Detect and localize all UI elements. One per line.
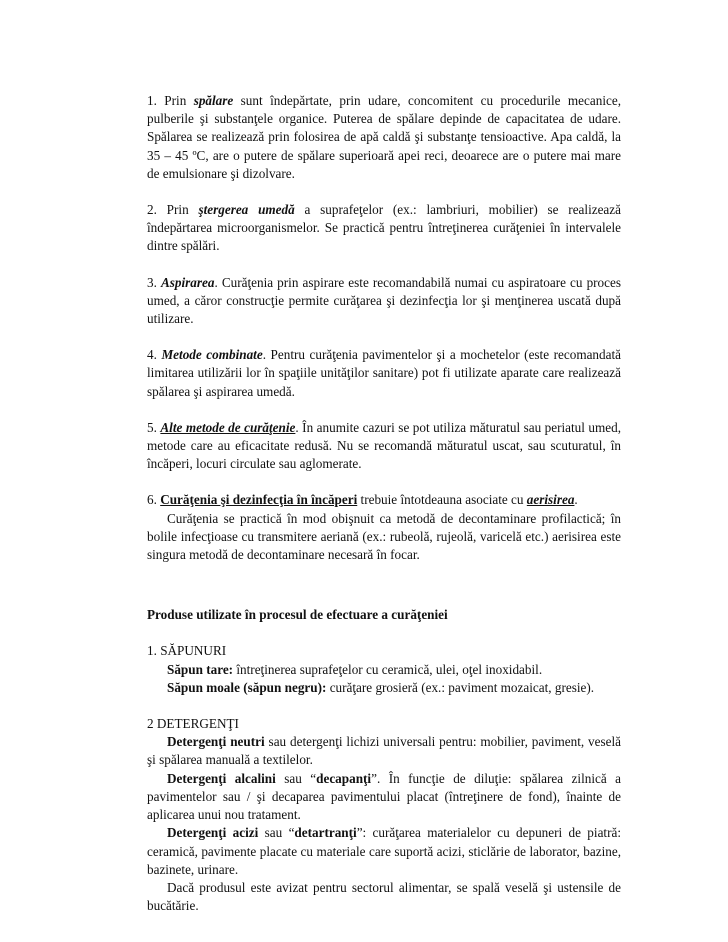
paragraph-text: . Pentru curăţenia pavimentelor şi a mochetelor (este recomandată limitarea utilizării lor în spaţiile unităţilor sanitare) pot fi utilizate aparate care realizează spălarea şi aspirarea umedă. <box>147 347 621 399</box>
sector-alimentar-note: Dacă produsul este avizat pentru sectorul alimentar, se spală veselă şi ustensile de bucătărie. <box>147 879 621 914</box>
detergenti-neutri-text: sau detergenţi lichizi universali pentru: mobilier, paviment, veselă şi spălarea manuală a textilelor. <box>147 734 621 768</box>
term-curatenie-dezinfectie: Curăţenia şi dezinfecţia în încăperi <box>160 492 358 508</box>
paragraph-text: . În anumite cazuri se pot utiliza măturatul sau periatul umed, metode care au eficacitate redusă. Nu se recomandă măturatul uscat, sau scuturatul, în încăperi, locuri circulate sau aglomerate. <box>147 419 622 472</box>
sapun-moale-label: Săpun moale (săpun negru): <box>167 679 327 695</box>
item-number: 5. <box>147 419 161 435</box>
detergenti-acizi-mid: sau “ <box>258 825 295 841</box>
term-stergere-umeda: ştergerea umedă <box>198 202 295 218</box>
term-spalare: spălare <box>193 93 234 108</box>
paragraph-spalare <box>147 92 621 183</box>
sapun-moale-item <box>147 679 621 697</box>
decapanti-label: decapanţi <box>316 770 372 786</box>
detergenti-neutri-item <box>147 733 621 769</box>
paragraph-aspirare <box>147 274 621 329</box>
detergenti-alcalini-item <box>147 770 621 825</box>
detergenti-neutri-label: Detergenţi neutri <box>167 734 265 750</box>
document-page <box>147 92 621 915</box>
products-heading: Produse utilizate în procesul de efectuare a curăţeniei <box>147 607 448 623</box>
term-alte-metode: Alte metode de curăţenie <box>160 419 296 435</box>
detergenti-acizi-label: Detergenţi acizi <box>167 825 259 841</box>
item-number: 4. <box>147 347 162 363</box>
sapun-tare-text: întreţinerea suprafeţelor cu ceramică, ulei, oţel inoxidabil. <box>233 661 543 677</box>
item-number: 1. Prin <box>147 93 194 108</box>
paragraph-text: sunt îndepărtate, prin udare, concomitent cu procedurile mecanice, pulberile şi substanţele organice. Puterea de spălare depinde de capacitatea de udare. Spălarea se realizează prin folosirea de apă caldă şi substanţe tensioactive. Apa caldă, la 35 – 45 ºC, are o putere de spălare superioară apei reci, deoarece are o putere mai mare de emulsionare şi dizolvare. <box>147 93 621 181</box>
paragraph-alte-metode <box>147 419 621 474</box>
paragraph-text: trebuie întotdeauna asociate cu <box>357 492 527 508</box>
detergenti-title: 2 DETERGENŢI <box>147 716 239 732</box>
paragraph-text: . Curăţenia prin aspirare este recomandabilă numai cu aspiratoare cu proces umed, a căror construcţie permite curăţarea şi dezinfecţia lor şi menţinerea uscată după utilizare. <box>147 274 621 327</box>
paragraph-metode-combinate <box>147 346 621 401</box>
paragraph-aerisire: Curăţenia se practică în mod obişnuit ca metodă de decontaminare profilactică; în bolile infecţioase cu transmitere aeriană (ex.: rubeolă, rujeolă, varicelă etc.) aerisirea este singura metodă de decontaminare necesară în focar. <box>147 510 621 563</box>
paragraph-text: a suprafeţelor (ex.: lambriuri, mobilier) se realizează îndepărtarea microorganismelor. Se practică pentru întreţinerea curăţeniei în intervalele dintre spălări. <box>147 202 621 254</box>
detartranti-label: detartranţi <box>294 825 357 841</box>
sapun-tare-item <box>147 661 621 679</box>
paragraph-curatenie-dezinfectie <box>147 491 621 509</box>
term-aspirare: Aspirarea <box>160 274 215 290</box>
item-number: 2. Prin <box>147 202 199 218</box>
item-number: 6. <box>147 492 161 508</box>
detergenti-alcalini-text: ”. În funcţie de diluţie: spălarea zilnică a pavimentelor sau / şi decaparea pavimentului placat (întreţinere de fond), înainte de aplicarea unui nou tratament. <box>147 770 622 823</box>
term-aerisirea: aerisirea <box>526 492 575 508</box>
detergenti-acizi-item <box>147 824 621 879</box>
sapun-tare-label: Săpun tare: <box>167 661 234 677</box>
item-number: 3. <box>147 274 161 290</box>
paragraph-stergere-umeda <box>147 201 621 256</box>
term-metode-combinate: Metode combinate <box>161 347 263 363</box>
paragraph-end: . <box>574 492 578 508</box>
detergenti-acizi-text: ”: curăţarea materialelor cu depuneri de piatră: ceramică, pavimente placate cu materiale care suportă acizi, sticlărie de laborator, bazine, bazinete, urinare. <box>147 825 621 877</box>
detergenti-alcalini-label: Detergenţi alcalini <box>167 770 276 786</box>
sapun-moale-text: curăţare grosieră (ex.: paviment mozaicat, gresie). <box>326 679 595 695</box>
detergenti-alcalini-mid: sau “ <box>275 770 317 786</box>
sapunuri-title: 1. SĂPUNURI <box>147 643 227 659</box>
